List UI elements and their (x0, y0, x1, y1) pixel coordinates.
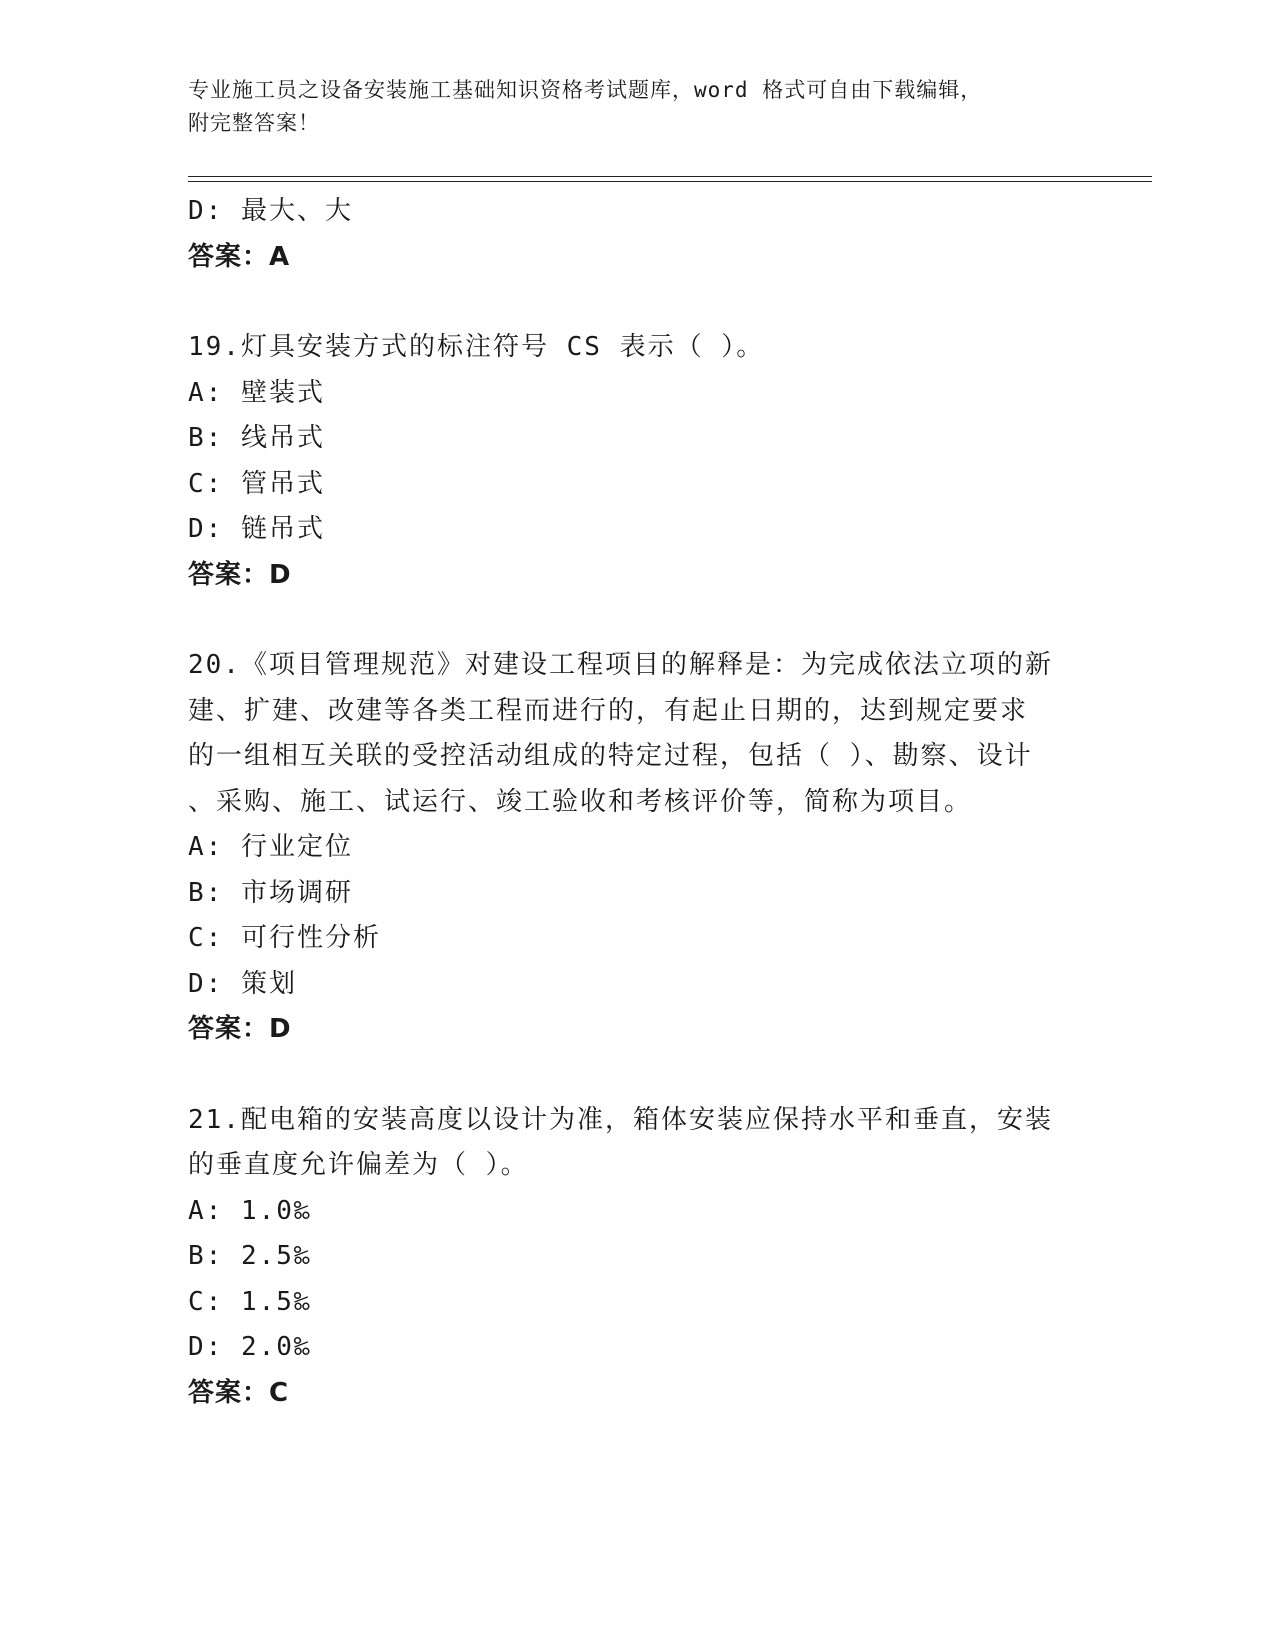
option-a: A: 壁装式 (188, 377, 325, 408)
document-header (188, 74, 1068, 140)
option-b: B: 市场调研 (188, 877, 353, 908)
question-20 (188, 643, 1088, 1053)
question-stem: 、采购、施工、试运行、竣工验收和考核评价等，简称为项目。 (188, 786, 973, 817)
option-d: D: 策划 (188, 968, 297, 999)
spacer (188, 1053, 1088, 1098)
document-body (188, 189, 1088, 1416)
option-c: C: 管吊式 (188, 468, 325, 499)
spacer (188, 598, 1088, 643)
option-c: C: 可行性分析 (188, 923, 381, 953)
question-stem: 19.灯具安装方式的标注符号 CS 表示（ ）。 (188, 332, 765, 362)
answer: 答案：D (188, 559, 292, 590)
question-stem: 建、扩建、改建等各类工程而进行的，有起止日期的，达到规定要求 (188, 695, 1029, 726)
option-a: A: 1.0‰ (188, 1195, 312, 1226)
option-d: D: 2.0‰ (188, 1332, 312, 1362)
header-line-1: 专业施工员之设备安装施工基础知识资格考试题库，word 格式可自由下载编辑， (188, 78, 983, 102)
option-a: A: 行业定位 (188, 832, 353, 862)
question-stem: 20.《项目管理规范》对建设工程项目的解释是：为完成依法立项的新 (188, 650, 1053, 680)
option-b: B: 线吊式 (188, 423, 325, 453)
option-d: D: 链吊式 (188, 514, 325, 544)
question-stem: 的垂直度允许偏差为（ ）。 (188, 1150, 529, 1180)
option-b: B: 2.5‰ (188, 1241, 312, 1271)
answer: 答案：C (188, 1377, 290, 1408)
answer: 答案：D (188, 1014, 292, 1044)
option-c: C: 1.5‰ (188, 1286, 312, 1317)
prev-option-d: D: 最大、大 (188, 196, 353, 226)
question-stem: 21.配电箱的安装高度以设计为准，箱体安装应保持水平和垂直，安装 (188, 1104, 1053, 1135)
prev-answer: 答案：A (188, 241, 291, 272)
spacer (188, 280, 1088, 325)
header-line-2: 附完整答案！ (188, 111, 320, 135)
question-19 (188, 325, 1088, 598)
question-stem: 的一组相互关联的受控活动组成的特定过程，包括（ ）、勘察、设计 (188, 741, 1033, 771)
header-divider (188, 176, 1152, 182)
question-21 (188, 1098, 1088, 1417)
